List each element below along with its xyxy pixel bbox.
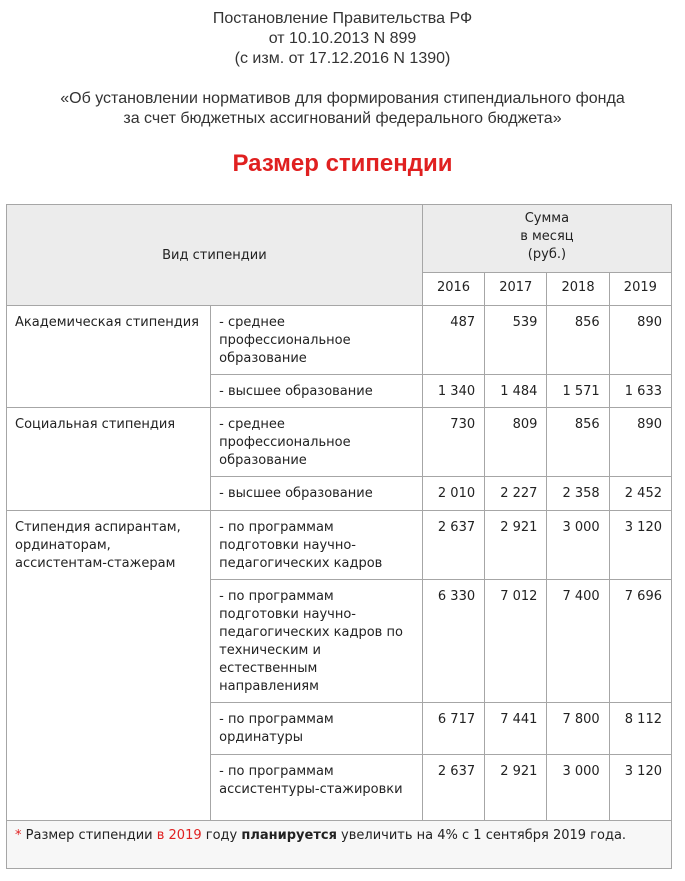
value-cell: 1 571 [547,375,609,408]
note-text: Размер стипендии [21,828,157,843]
value-cell: 1 633 [609,375,671,408]
note-text: году [201,828,242,843]
row-label: - высшее образование [211,375,423,408]
value-cell: 1 340 [422,375,484,408]
value-cell: 2 637 [422,511,484,580]
value-cell: 730 [422,408,484,477]
value-cell: 7 696 [609,580,671,703]
table-row [7,511,672,580]
value-cell: 2 010 [422,477,484,511]
value-cell: 809 [485,408,547,477]
value-cell: 3 000 [547,755,609,822]
row-label: - среднее профессиональное образование [211,306,423,375]
value-cell: 3 000 [547,511,609,580]
year-header: 2017 [485,273,547,306]
footnote [6,820,672,869]
col-header-type: Вид стипендии [7,205,423,306]
decree-subject-line2: за счет бюджетных ассигнований федерального бюджета» [123,110,562,127]
decree-date: от 10.10.2013 N 899 [268,30,417,47]
value-cell: 6 330 [422,580,484,703]
decree-amendment: (с изм. от 17.12.2016 N 1390) [234,50,451,67]
value-cell: 2 921 [485,511,547,580]
value-cell: 7 012 [485,580,547,703]
col-header-sum: Сумма в месяц (руб.) [422,205,671,273]
value-cell: 890 [609,408,671,477]
note-year: в 2019 [156,828,202,843]
row-label: - высшее образование [211,477,423,511]
row-label: - среднее профессиональное образование [211,408,423,477]
value-cell: 6 717 [422,703,484,755]
value-cell: 7 400 [547,580,609,703]
row-label: - по программам подготовки научно-педагогических кадров по техническим и естественным направлениям [211,580,423,703]
group-name: Стипендия аспирантам, ординаторам, ассистентам-стажерам [7,511,211,822]
value-cell: 3 120 [609,755,671,822]
value-cell: 7 800 [547,703,609,755]
decree-subject-line1: «Об установлении нормативов для формирования стипендиального фонда [60,90,625,107]
row-label: - по программам ординатуры [211,703,423,755]
value-cell: 2 227 [485,477,547,511]
value-cell: 2 452 [609,477,671,511]
value-cell: 487 [422,306,484,375]
year-header: 2016 [422,273,484,306]
group-name: Академическая стипендия [7,306,211,408]
value-cell: 2 358 [547,477,609,511]
value-cell: 2 637 [422,755,484,822]
value-cell: 2 921 [485,755,547,822]
note-text: увеличить на 4% с 1 сентября 2019 года. [336,828,627,843]
value-cell: 1 484 [485,375,547,408]
year-header: 2019 [609,273,671,306]
table-row [7,408,672,477]
value-cell: 539 [485,306,547,375]
page-title: Размер стипендии [232,150,453,177]
row-label: - по программам подготовки научно-педагогических кадров [211,511,423,580]
table-row [7,306,672,375]
group-name: Социальная стипендия [7,408,211,511]
stipend-table [6,204,672,822]
note-emphasis: планируется [241,828,337,843]
value-cell: 7 441 [485,703,547,755]
row-label: - по программам ассистентуры-стажировки [211,755,423,822]
value-cell: 8 112 [609,703,671,755]
value-cell: 890 [609,306,671,375]
value-cell: 856 [547,408,609,477]
year-header: 2018 [547,273,609,306]
decree-title: Постановление Правительства РФ [212,10,473,27]
value-cell: 3 120 [609,511,671,580]
value-cell: 856 [547,306,609,375]
asterisk: * [15,828,22,843]
